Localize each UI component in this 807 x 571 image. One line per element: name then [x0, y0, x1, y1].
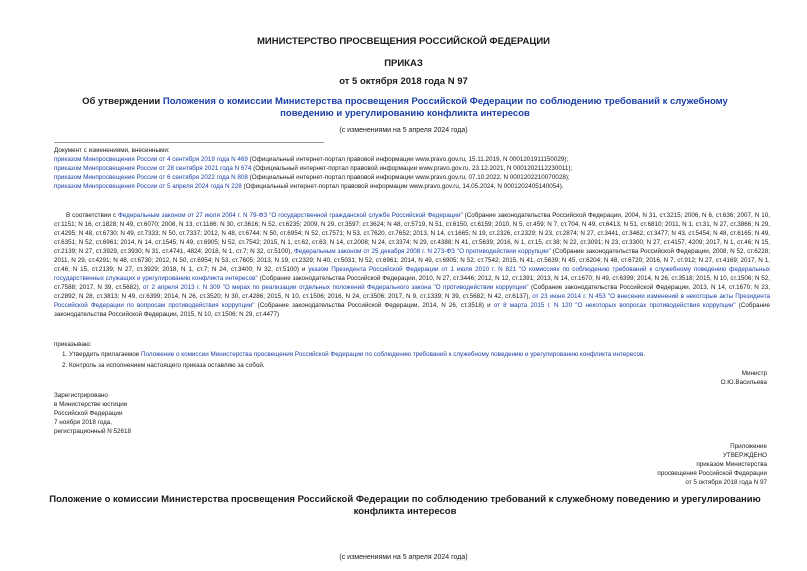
- order-item-text: .: [643, 351, 646, 358]
- doc-title-link[interactable]: Положения о комиссии Министерства просвещения Российской Федерации по соблюдению требований к служебному поведению и урегулированию конфликта интересов: [162, 96, 728, 119]
- registration-line: Российской Федерации: [54, 410, 123, 417]
- decree-821-link[interactable]: указом Президента Российской Федерации от 1 июля 2010 г. N 821 "О комиссиях по соблюдению требований к служебному поведению федеральных государственных служащих и урегулированию конфликта интересов": [54, 266, 770, 282]
- registration-block: [54, 391, 131, 436]
- ministry-name: МИНИСТЕРСТВО ПРОСВЕЩЕНИЯ РОССИЙСКОЙ ФЕДЕРАЦИИ: [256, 36, 551, 47]
- divider: [54, 142, 324, 143]
- preamble-text: (Собрание законодательства Российской Федерации, 2014, N 26, ст.3518) и: [254, 302, 494, 309]
- revision-note: (с изменениями на 5 апреля 2024 года): [339, 127, 468, 134]
- change-item: [54, 173, 774, 182]
- regulation-link[interactable]: Положение о комиссии Министерства просвещения Российской Федерации по соблюдению требований к служебному поведению и урегулированию конфликта интересов: [140, 351, 644, 358]
- change-source: (Официальный интернет-портал правовой информации www.pravo.gov.ru, 07.10.2022, N 0001202210070028);: [247, 174, 570, 181]
- change-source: (Официальный интернет-портал правовой информации www.pravo.gov.ru, 15.11.2019, N 0001201911150029);: [247, 156, 569, 163]
- preamble-text: (Собрание законодательства Российской Федерации, 2004, N 31, ст.3215; 2006, N 6, ст.636; 2007, N 10, ст.1151; N 16, ст.1828; N 49, ст.6070; 2008, N 13, ст.1186; N 30, ст.3616; N 52, ст.6235; 2009, N 29, ст.3597; ст.3624; N 48, ст.5719, N 51, ст.6150, ст.6159; 2010, N 5, ст.459; N 7, ст.704, N 49, ст.6413, N 51, ст.6810; 2011, N 1, ст.31, N 27, ст.3866; N 29, ст.4295; N 48, ст.6730; N 49, ст.7333; N 50, ст.7337; 2012, N 48, ст.6744; N 50, ст.6954; N 52, ст.7571; N 53, ст.7620, ст.7652; 2013, N 14, ст.1665; N 19, ст.2326, ст.2329; N 23, ст.2874; N 27, ст.3441, ст.3462, ст.3477; N 43, ст.5454; N 48, ст.6165; N 49, ст.6351; N 52, ст.6961; 2014, N 14, ст.1545; N 49, ст.6905; N 52, ст.7542; 2015, N 1, ст.62, ст.63, N 14, ст.2008; N 24, ст.3374; N 29, ст.4388; N 41, ст.5639; 2016, N 1, ст.15, ст.38; N 22, ст.3091; N 23, ст.3300; N 27, ст.4157, 4209; 2017, N 1, ст.46; N 15, ст.2139; N 27, ст.3929, ст.3930; N 31, ст.4741, 4824; 2018, N 1, ст.7; N 32, ст.5100),: [54, 212, 771, 255]
- change-link[interactable]: приказом Минпросвещения России от 6 сентября 2022 года N 808: [54, 174, 248, 181]
- changes-block: [54, 146, 774, 191]
- appendix-line: от 5 октября 2018 года N 97: [685, 479, 767, 486]
- changes-intro: Документ с изменениями, внесенными:: [54, 147, 170, 154]
- preamble-text: (Собрание законодательства Российской Федерации, 2008, N 52, ст.6228; 2011, N 29, ст.4291; N 48, ст.6730; 2012, N 50, ст.6954; N 53, ст.7605; 2013, N 19, ст.2329; N 40, ст.5031; N 52, ст.6961; 2014, N 49, ст.6905; N 52, ст.7542; 2015, N 41, ст.5639; N 45, ст.6204; N 48, ст.6720; 2016, N 7, ст.912; N 27, ст.4169; 2017, N 1, ст.46; N 15, ст.2139; N 27, ст.3929; 2018, N 1, ст.7; N 24, ст.3400; N 32, ст.5100) и: [54, 248, 771, 273]
- change-item: [54, 182, 774, 191]
- doc-title: [70, 96, 740, 120]
- change-link[interactable]: приказом Минпросвещения России от 4 сентября 2019 года N 469: [54, 156, 248, 163]
- law-273-link[interactable]: Федеральным законом от 25 декабря 2008 г. N 273-ФЗ "О противодействии коррупции": [293, 248, 551, 255]
- regulation-title: Положение о комиссии Министерства просвещения Российской Федерации по соблюдению требований к служебному поведению и урегулированию конфликта интересов: [49, 494, 761, 517]
- appendix-line: просвещения Российской Федерации: [657, 470, 767, 477]
- order-heading: приказываю:: [54, 341, 92, 348]
- registration-line: в Министерстве юстиции: [54, 401, 128, 408]
- registration-line: регистрационный N 52618: [54, 428, 132, 435]
- signature-position: Министр: [741, 370, 767, 377]
- appendix-line: Приложение: [730, 443, 767, 450]
- order-item-2: 2. Контроль за исполнением настоящего приказа оставляю за собой.: [62, 362, 265, 369]
- preamble-text: (Собрание законодательства Российской Федерации, 2015, N 10, ст.1506; N 29, ст.4477): [54, 302, 770, 318]
- doc-date: от 5 октября 2018 года N 97: [339, 76, 468, 87]
- preamble-text: (Собрание законодательства Российской Федерации, 2013, N 14, ст.1670; N 23, ст.2892; N 28, ст.3813; N 49, ст.6399; 2014, N 26, ст.3520; N 30, ст.4286; 2015, N 10, ст.1506; 2016, N 24, ст.3506; 2017, N 9, ст.1339; N 39, ст.5682; N 42, ст.6137),: [54, 284, 771, 300]
- preamble-text: В соответствии с: [66, 212, 118, 219]
- decree-120-link[interactable]: от 8 марта 2015 г. N 120 "О некоторых вопросах противодействия коррупции": [493, 302, 736, 309]
- signature-name: О.Ю.Васильева: [720, 379, 767, 386]
- decree-309-link[interactable]: от 2 апреля 2013 г. N 309 "О мерах по реализации отдельных положений Федерального закона "О противодействии коррупции": [142, 284, 529, 291]
- preamble-paragraph: [54, 211, 770, 319]
- registration-line: Зарегистрировано: [54, 392, 108, 399]
- change-source: (Официальный интернет-портал правовой информации www.pravo.gov.ru, 23.12.2021, N 0001202112230011);: [251, 165, 573, 172]
- change-link[interactable]: приказом Минпросвещения России от 28 сентября 2021 года N 674: [54, 165, 252, 172]
- change-item: [54, 155, 774, 164]
- appendix-block: [657, 442, 767, 487]
- regulation-revision-note: (с изменениями на 5 апреля 2024 года): [339, 554, 468, 561]
- order-item-text: 1. Утвердить прилагаемое: [62, 351, 141, 358]
- appendix-line: приказом Министерства: [696, 461, 767, 468]
- doc-title-prefix: Об утверждении: [82, 96, 163, 107]
- signature-block: [721, 369, 767, 387]
- change-item: [54, 164, 774, 173]
- law-79-link[interactable]: Федеральным законом от 27 июля 2004 г. N 79-ФЗ "О государственной гражданской службе Российской Федерации": [117, 212, 463, 219]
- doc-type: ПРИКАЗ: [384, 58, 423, 69]
- preamble-text: (Собрание законодательства Российской Федерации, 2010, N 27, ст.3446; 2012, N 12, ст.1391; 2013, N 14, ст.1670; N 49, ст.6399; 2014, N 26, ст.3518; 2015, N 10, ст.1506; N 52, ст.7588; 2017, N 39, ст.5682),: [54, 275, 770, 291]
- change-source: (Официальный интернет-портал правовой информации www.pravo.gov.ru, 14.05.2024, N 0001202405140054).: [241, 183, 564, 190]
- order-item-1: [62, 350, 762, 359]
- registration-line: 7 ноября 2018 года,: [54, 419, 113, 426]
- change-link[interactable]: приказом Минпросвещения России от 5 апреля 2024 года N 228: [54, 183, 242, 190]
- decree-453-link[interactable]: от 23 июня 2014 г. N 453 "О внесении изменений в некоторые акты Президента Российской Федерации по вопросам противодействия коррупции": [54, 293, 771, 309]
- appendix-line: УТВЕРЖДЕНО: [722, 452, 767, 459]
